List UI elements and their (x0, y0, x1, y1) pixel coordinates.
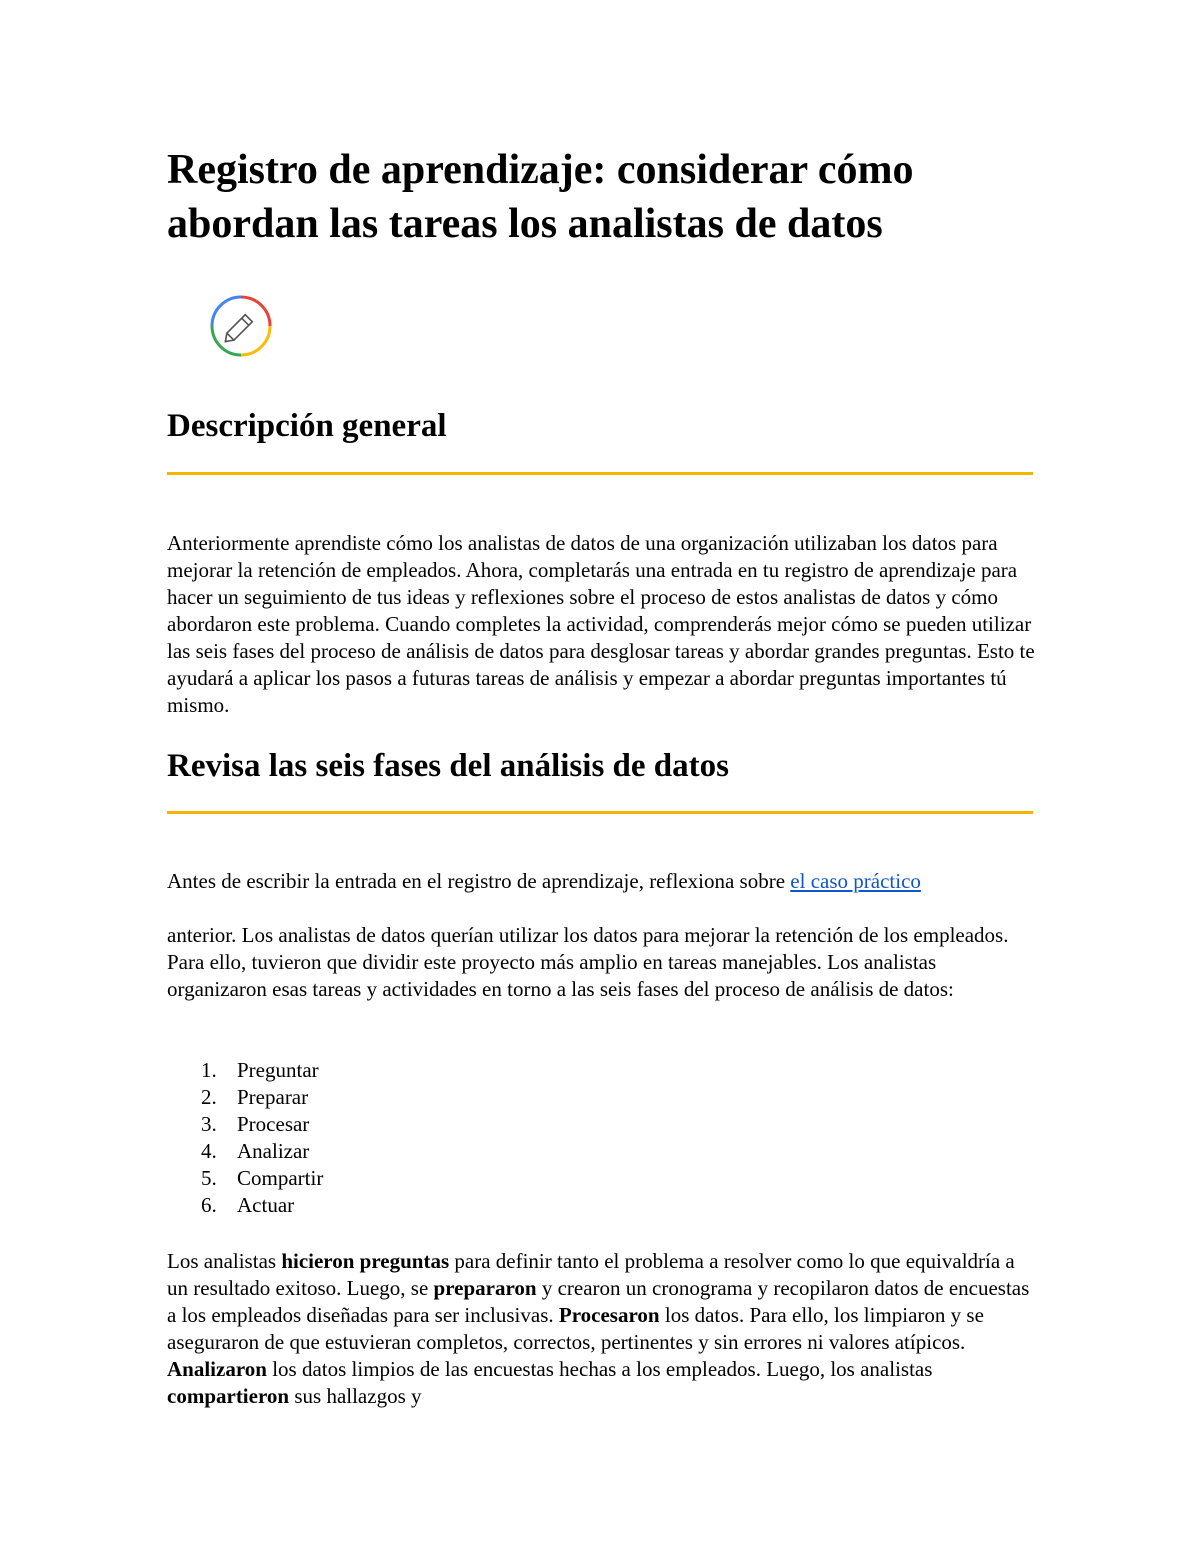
overview-paragraph: Anteriormente aprendiste cómo los analistas de datos de una organización utilizaban los datos para mejorar la retención de empleados. Ahora, completarás una entrada en tu registro de aprendizaje para hacer un seguimiento de tus ideas y reflexiones sobre el proceso de estos analistas de datos y cómo abordaron este problema. Cuando completes la actividad, comprenderás mejor cómo se pueden utilizar las seis fases del proceso de análisis de datos para desglosar tareas y abordar grandes preguntas. Esto te ayudará a aplicar los pasos a futuras tareas de análisis y empezar a abordar preguntas importantes tú mismo. (167, 531, 1035, 717)
page-title: Registro de aprendizaje: considerar cómo abordan las tareas los analistas de datos (167, 147, 914, 247)
intro-paragraph (167, 868, 1035, 895)
list-item: 3. Procesar (201, 1112, 310, 1136)
phases-list (167, 1057, 323, 1219)
intro-text: Antes de escribir la entrada en el registro de aprendizaje, reflexiona sobre (167, 869, 791, 893)
list-item: 5. Compartir (201, 1166, 324, 1190)
list-item: 4. Analizar (201, 1139, 310, 1163)
summary-paragraph: Los analistas hicieron preguntas para definir tanto el problema a resolver como lo que equivaldría a un resultado exitoso. Luego, se prepararon y crearon un cronograma y recopilaron datos de encuestas a los empleados diseñadas para ser inclusivas. Procesaron los datos. Para ello, los limpiaron y se aseguraron de que estuvieran completos, correctos, pertinentes y sin errores ni valores atípicos. Analizaron los datos limpios de las encuestas hechas a los empleados. Luego, los analistas compartieron sus hallazgos y (167, 1249, 1030, 1408)
list-item: 6. Actuar (201, 1193, 295, 1217)
phases-divider (167, 811, 1033, 814)
overview-divider (167, 472, 1033, 475)
list-item: 1. Preguntar (201, 1058, 319, 1082)
context-paragraph: anterior. Los analistas de datos querían utilizar los datos para mejorar la retención de los empleados. Para ello, tuvieron que dividir este proyecto más amplio en tareas manejables. Los analistas organizaron esas tareas y actividades en torno a las seis fases del proceso de análisis de datos: (167, 923, 1009, 1001)
phases-heading: Revisa las seis fases del análisis de datos (167, 748, 729, 784)
list-item: 2. Preparar (201, 1085, 309, 1109)
case-study-link[interactable]: el caso práctico (790, 869, 921, 893)
overview-heading: Descripción general (167, 408, 447, 444)
pencil-icon (209, 294, 273, 358)
